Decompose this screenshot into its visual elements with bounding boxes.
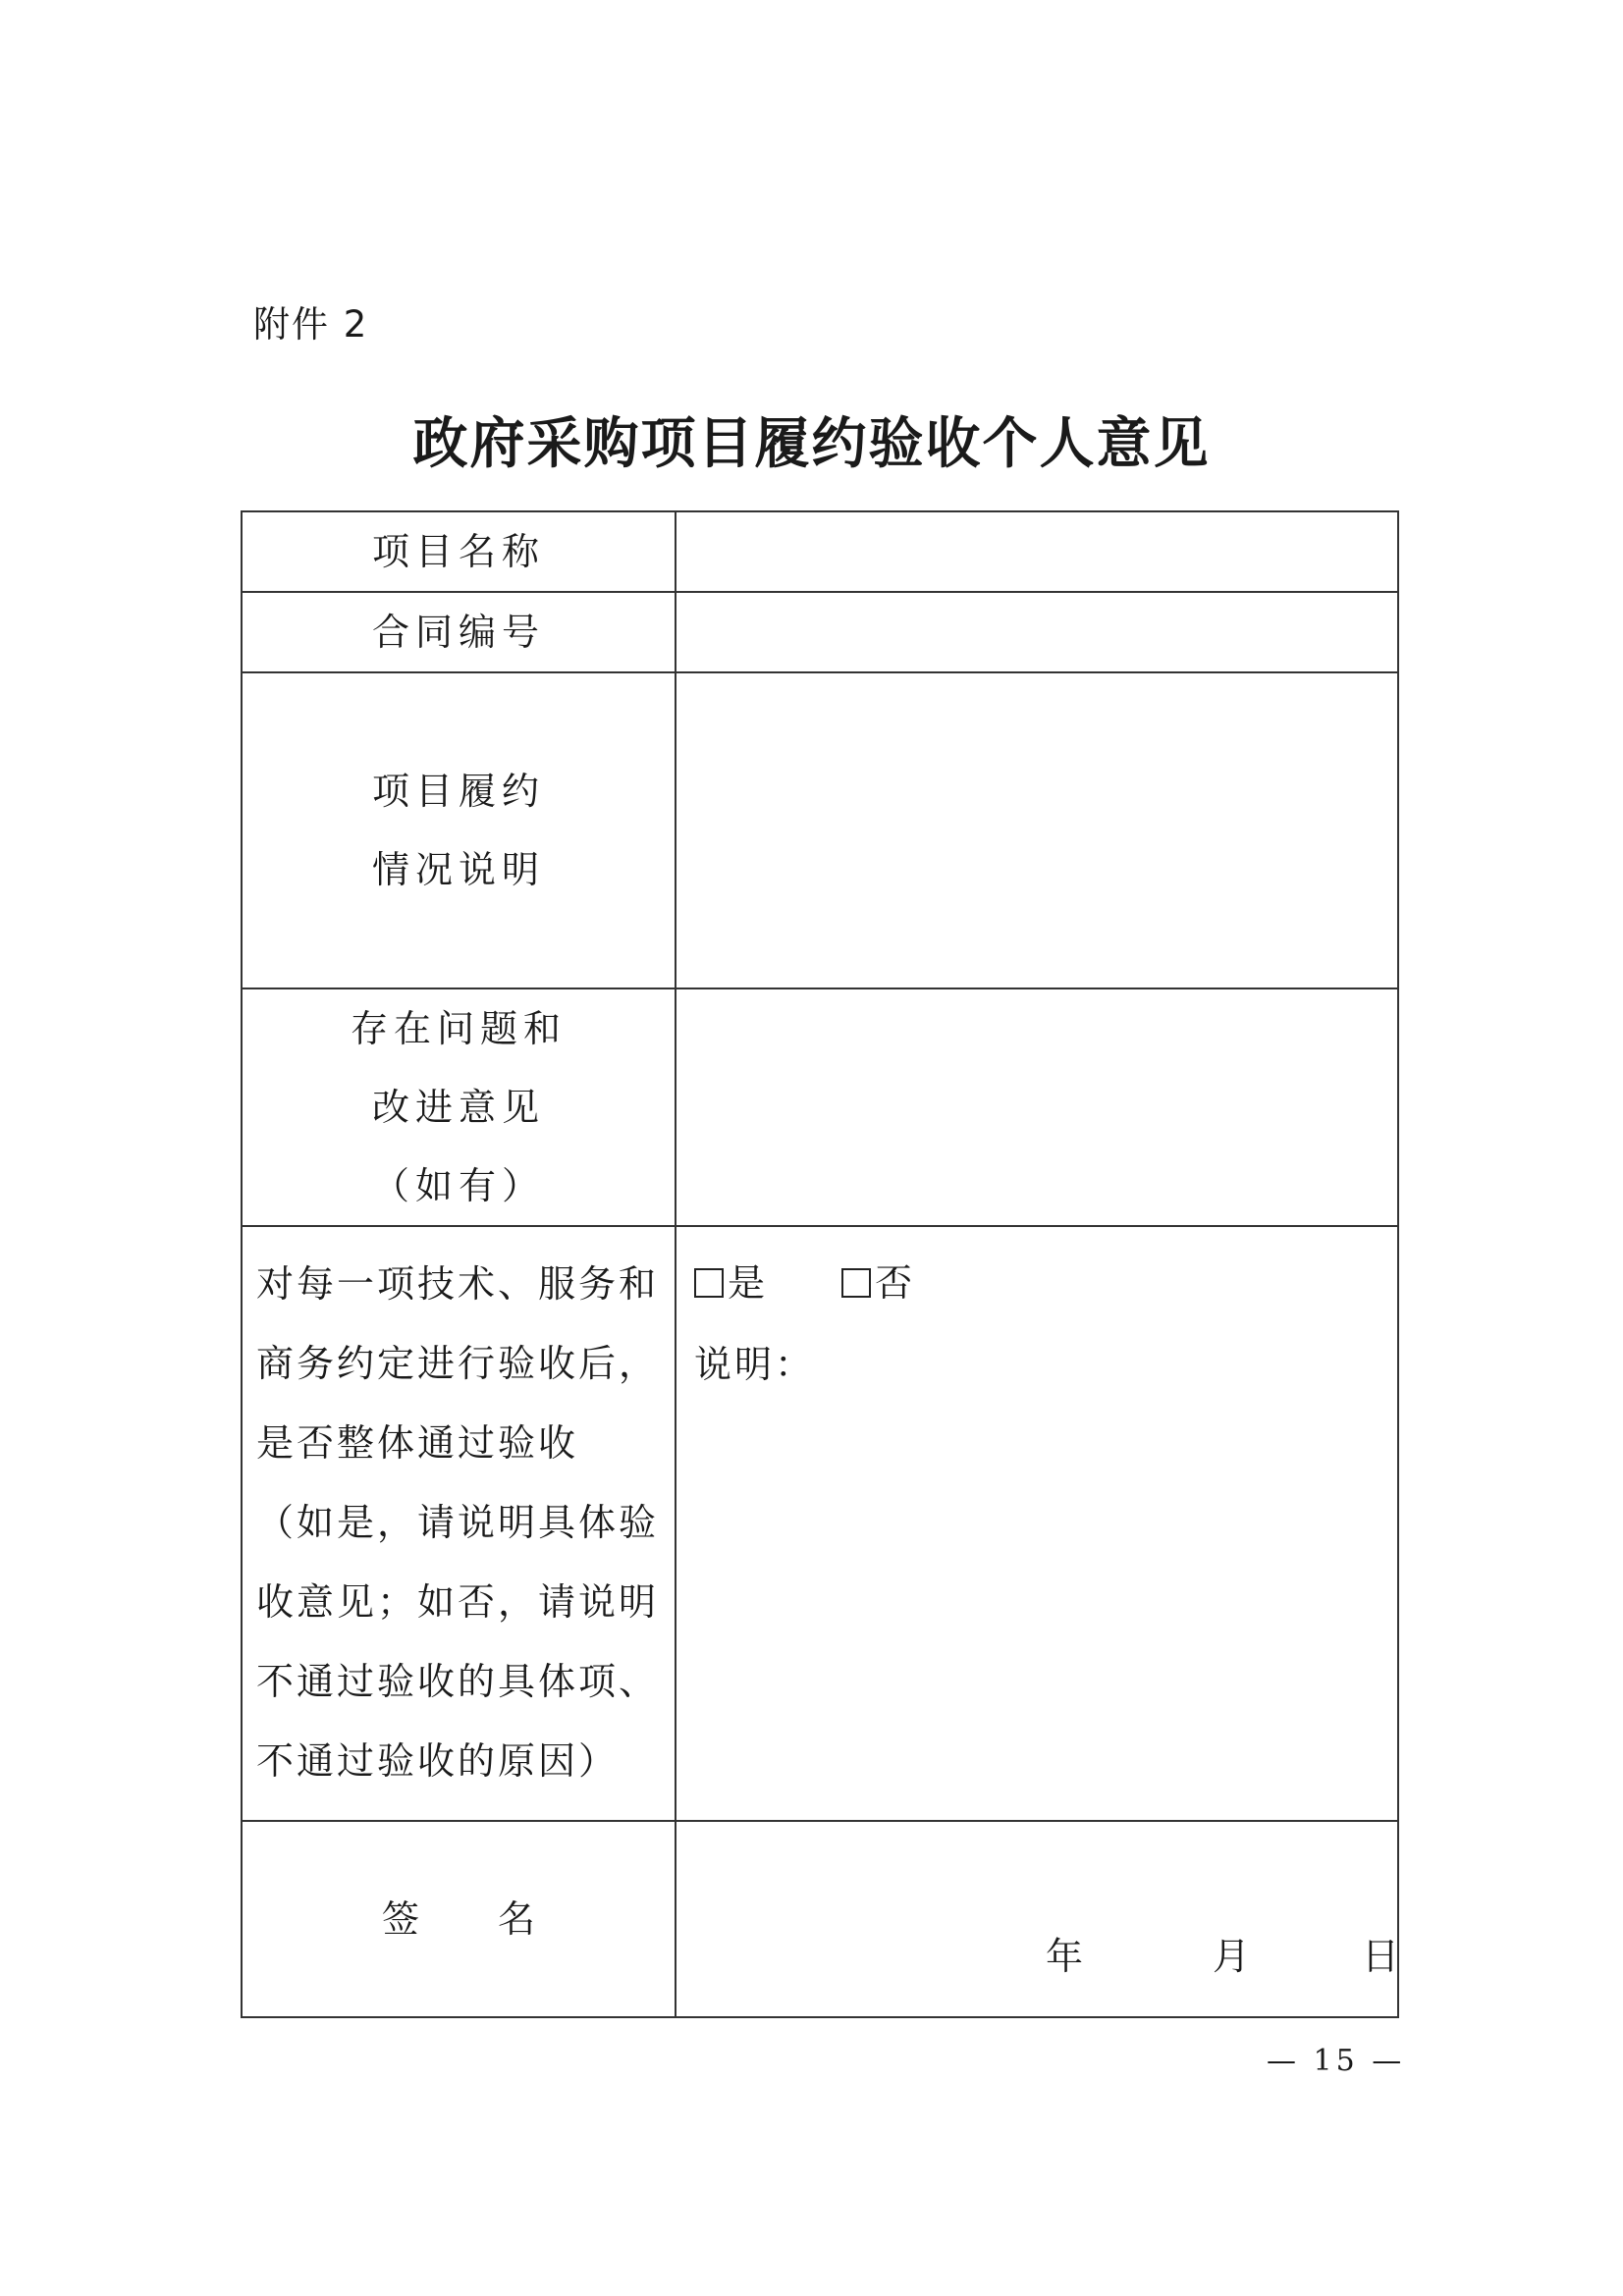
label-issues-line-1: 存在问题和 xyxy=(350,1007,567,1050)
label-performance xyxy=(242,672,676,988)
date-month-label: 月 xyxy=(1213,1935,1251,1978)
field-performance[interactable] xyxy=(676,672,1398,988)
label-performance-line-2: 情况说明 xyxy=(371,848,545,891)
label-contract-no: 合同编号 xyxy=(242,592,676,672)
label-issues-line-2: 改进意见 xyxy=(371,1086,545,1129)
date-year-label: 年 xyxy=(1046,1935,1084,1978)
option-yes[interactable] xyxy=(694,1253,768,1307)
label-acceptance-line-2: 商务约定进行验收后， xyxy=(256,1342,660,1385)
label-issues xyxy=(242,988,676,1226)
table-row-contract-no xyxy=(242,592,1398,672)
label-project-name: 项目名称 xyxy=(242,511,676,592)
acceptance-form-table xyxy=(241,510,1399,2018)
label-acceptance-line-4: （如是，请说明具体验 xyxy=(256,1501,660,1544)
label-acceptance-line-3: 是否整体通过验收 xyxy=(256,1421,579,1465)
label-performance-line-1: 项目履约 xyxy=(371,770,545,813)
checkbox-yes[interactable] xyxy=(694,1268,724,1298)
label-acceptance-line-7: 不通过验收的原因） xyxy=(256,1739,620,1783)
page-number: — 15 — xyxy=(1267,2044,1406,2078)
option-no[interactable] xyxy=(841,1253,915,1307)
label-signature xyxy=(242,1821,676,2017)
option-no-label: 否 xyxy=(875,1261,916,1305)
label-acceptance-line-1: 对每一项技术、服务和 xyxy=(256,1262,660,1306)
field-signature[interactable] xyxy=(676,1821,1398,2017)
checkbox-no[interactable] xyxy=(841,1268,871,1298)
field-issues[interactable] xyxy=(676,988,1398,1226)
table-row-project-name xyxy=(242,511,1398,592)
table-row-performance xyxy=(242,672,1398,988)
option-yes-label: 是 xyxy=(728,1261,769,1305)
signature-label: 签名 xyxy=(381,1897,614,1941)
label-acceptance-line-6: 不通过验收的具体项、 xyxy=(256,1660,660,1703)
field-acceptance xyxy=(676,1226,1398,1821)
date-day-label: 日 xyxy=(1362,1935,1400,1978)
table-row-issues xyxy=(242,988,1398,1226)
field-project-name[interactable] xyxy=(676,511,1398,592)
date-line xyxy=(676,1822,1400,2016)
explanation-label: 说明： xyxy=(694,1343,816,1386)
label-acceptance xyxy=(242,1226,676,1821)
attachment-label: 附件 2 xyxy=(253,303,369,346)
acceptance-options xyxy=(676,1227,1397,1307)
table-row-signature xyxy=(242,1821,1398,2017)
label-acceptance-line-5: 收意见；如否，请说明 xyxy=(256,1580,660,1624)
table-row-acceptance xyxy=(242,1226,1398,1821)
label-issues-line-3: （如有） xyxy=(371,1164,545,1207)
document-title: 政府采购项目履约验收个人意见 xyxy=(412,411,1211,476)
field-contract-no[interactable] xyxy=(676,592,1398,672)
